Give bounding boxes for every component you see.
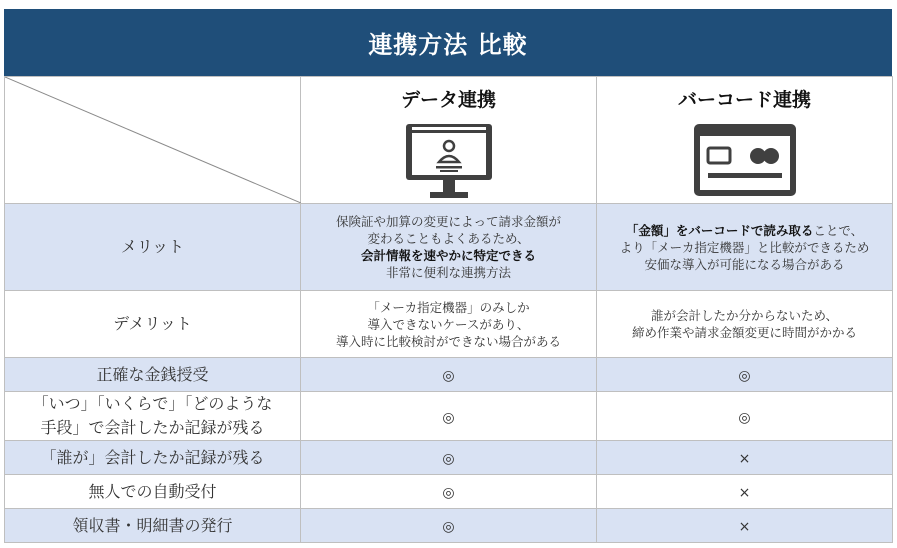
column-title-barcode: バーコード連携	[677, 89, 811, 111]
row-label: メリット	[5, 204, 301, 291]
column-title-data: データ連携	[400, 89, 496, 111]
monitor-user-icon	[404, 122, 494, 202]
cell-demerit-data: 「メーカ指定機器」のみしか 導入できないケースがあり、 導入時に比較検討ができない場合がある	[301, 291, 597, 358]
cell-mark-barcode: ×	[597, 509, 893, 543]
cell-merit-data: 保険証や加算の変更によって請求金額が 変わることもよくあるため、 会計情報を速やかに特定できる 非常に便利な連携方法	[301, 204, 597, 291]
comparison-table	[4, 76, 893, 543]
row-accurate-payment	[5, 358, 893, 392]
row-label: 「いつ」「いくらで」「どのような 手段」で会計したか記録が残る	[5, 392, 301, 441]
cell-mark-data: ◎	[301, 441, 597, 475]
card-icon	[692, 122, 798, 200]
row-merit	[5, 204, 893, 291]
cell-merit-barcode: 「金額」をバーコードで読み取ることで、 より「メーカ指定機器」と比較ができるため 安価な導入が可能になる場合がある	[597, 204, 893, 291]
column-header-data	[301, 77, 597, 204]
row-unmanned-reception	[5, 475, 893, 509]
cell-mark-data: ◎	[301, 392, 597, 441]
row-demerit	[5, 291, 893, 358]
corner-cell	[5, 77, 301, 204]
row-label: 領収書・明細書の発行	[5, 509, 301, 543]
cell-mark-barcode: ×	[597, 475, 893, 509]
row-receipt-issue	[5, 509, 893, 543]
cell-demerit-barcode: 誰が会計したか分からないため、 締め作業や請求金額変更に時間がかかる	[597, 291, 893, 358]
row-label: 正確な金銭授受	[5, 358, 301, 392]
cell-mark-barcode: ◎	[597, 358, 893, 392]
row-label: デメリット	[5, 291, 301, 358]
column-header-barcode	[597, 77, 893, 204]
cell-mark-data: ◎	[301, 358, 597, 392]
header-row	[5, 77, 893, 204]
comparison-slide	[4, 9, 892, 544]
page-title: 連携方法 比較	[4, 9, 892, 76]
cell-mark-barcode: ◎	[597, 392, 893, 441]
row-label: 無人での自動受付	[5, 475, 301, 509]
cell-mark-barcode: ×	[597, 441, 893, 475]
diagonal-line	[5, 77, 301, 203]
cell-mark-data: ◎	[301, 475, 597, 509]
cell-mark-data: ◎	[301, 509, 597, 543]
row-label: 「誰が」会計したか記録が残る	[5, 441, 301, 475]
row-record-when-how	[5, 392, 893, 441]
row-record-who	[5, 441, 893, 475]
